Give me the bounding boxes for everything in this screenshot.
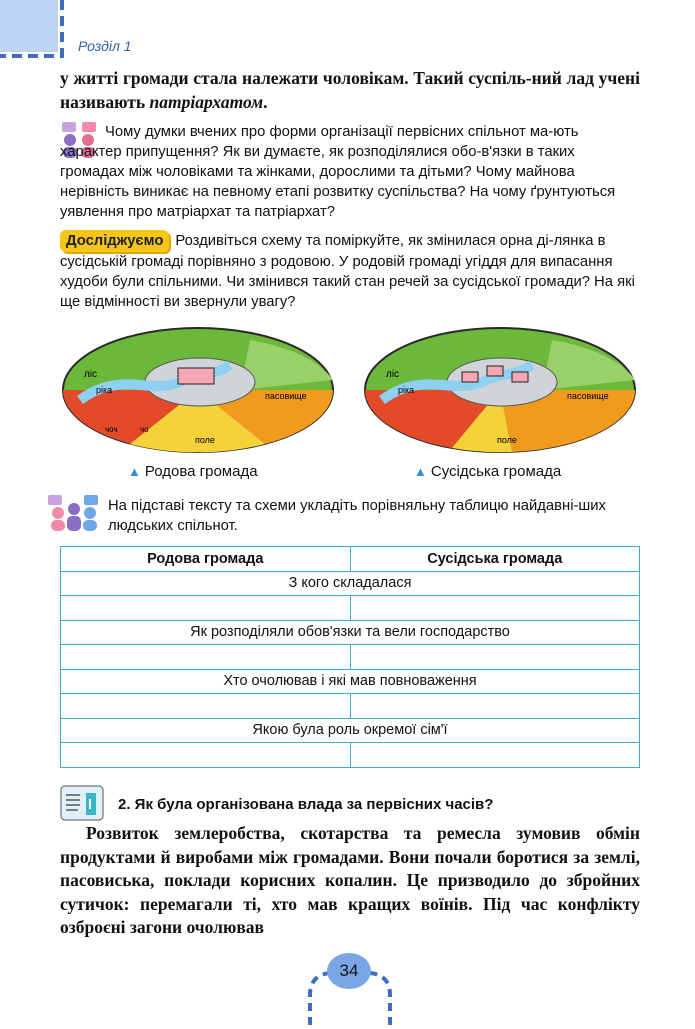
section-heading: 2. Як була організована влада за первісних часів? (118, 796, 494, 813)
row-label: З кого складалася (61, 571, 640, 596)
table-cell[interactable] (61, 645, 351, 670)
clan-label-river: ріка (96, 385, 113, 395)
table-header-row (61, 547, 640, 572)
table-cell[interactable] (350, 694, 640, 719)
table-row (61, 571, 640, 596)
table-row (61, 694, 640, 719)
neighbor-community-map (365, 328, 635, 452)
table-row (61, 620, 640, 645)
questions-text: Чому думки вчених про форми організації первісних спільнот ма-ють характер припущення? Як ви думаєте, як розподілялися обо-в'язки в таких громадах між чоловіками та жінками, дорослими та дітьми? Чому майнова нерівність виникає на певному етапі розвитку суспільства? На чому ґрунтуються уявлення про матріархат та патріархат? (60, 124, 616, 220)
table-cell[interactable] (350, 596, 640, 621)
table-row (61, 718, 640, 743)
neighbor-label-forest: ліс (386, 369, 400, 380)
column-header-neighbor: Сусідська громада (350, 547, 640, 572)
clan-label-field: поле (195, 435, 215, 445)
neighbor-label-river: ріка (398, 385, 415, 395)
table-cell[interactable] (350, 645, 640, 670)
group-work-icon (46, 493, 102, 533)
table-row (61, 743, 640, 768)
page-number: 34 (327, 953, 371, 989)
section-body: Розвиток землеробства, скотарства та ремесла зумовив обмін продуктами й виробами між громадами. Вони почали боротися за землі, пасовиська, поклади корисних копалин. Це призводило до збройних сутичок: перемагали ті, хто мав кращих воїнів. Під час конфлікту озброєні загони очолював (60, 823, 640, 937)
table-cell[interactable] (61, 694, 351, 719)
research-badge: Досліджуємо (60, 230, 169, 252)
comparison-table (60, 546, 640, 768)
neighbor-label-pasture: пасовище (567, 391, 609, 401)
table-row (61, 669, 640, 694)
caption-left: ▲ Родова громада (128, 463, 258, 480)
row-label: Як розподіляли обов'язки та вели господарство (61, 620, 640, 645)
term-patriarchy: патріархатом (149, 92, 264, 112)
triangle-icon: ▲ (128, 464, 141, 479)
row-label: Хто очолював і які мав повноваження (61, 669, 640, 694)
clan-label-forest: ліс (84, 369, 98, 380)
reading-icon (60, 785, 104, 821)
research-text: Роздивіться схему та поміркуйте, як змінилася орна ді-лянка в сусідській громаді порівняно з родовою. У родовій громаді угіддя для випасання худоби були спільними. Чи змінився такий стан речей за сусідської громади? На які ще відмінності ви звернули увагу? (60, 233, 635, 310)
table-cell[interactable] (61, 596, 351, 621)
column-header-clan: Родова громада (61, 547, 351, 572)
table-cell[interactable] (61, 743, 351, 768)
research-block (60, 230, 640, 312)
neighbor-label-field: поле (497, 435, 517, 445)
table-row (61, 596, 640, 621)
task-text: На підставі тексту та схеми укладіть порівняльну таблицю найдавні-ших людських спільнот. (108, 498, 606, 534)
clan-label-pasture: пасовище (265, 391, 307, 401)
table-cell[interactable] (350, 743, 640, 768)
clan-label-cho: чо (140, 425, 149, 434)
triangle-icon: ▲ (414, 464, 427, 479)
section-label: Розділ 1 (78, 38, 132, 54)
corner-decoration (0, 0, 68, 62)
row-label: Якою була роль окремої сім'ї (61, 718, 640, 743)
clan-community-map (63, 328, 333, 452)
caption-right: ▲ Сусідська громада (414, 463, 562, 480)
clan-label-choch: чоч (105, 425, 118, 434)
intro-paragraph: у житті громади стала належати чоловікам. Такий суспіль-ний лад учені називають патріархатом. (60, 68, 640, 112)
table-row (61, 645, 640, 670)
